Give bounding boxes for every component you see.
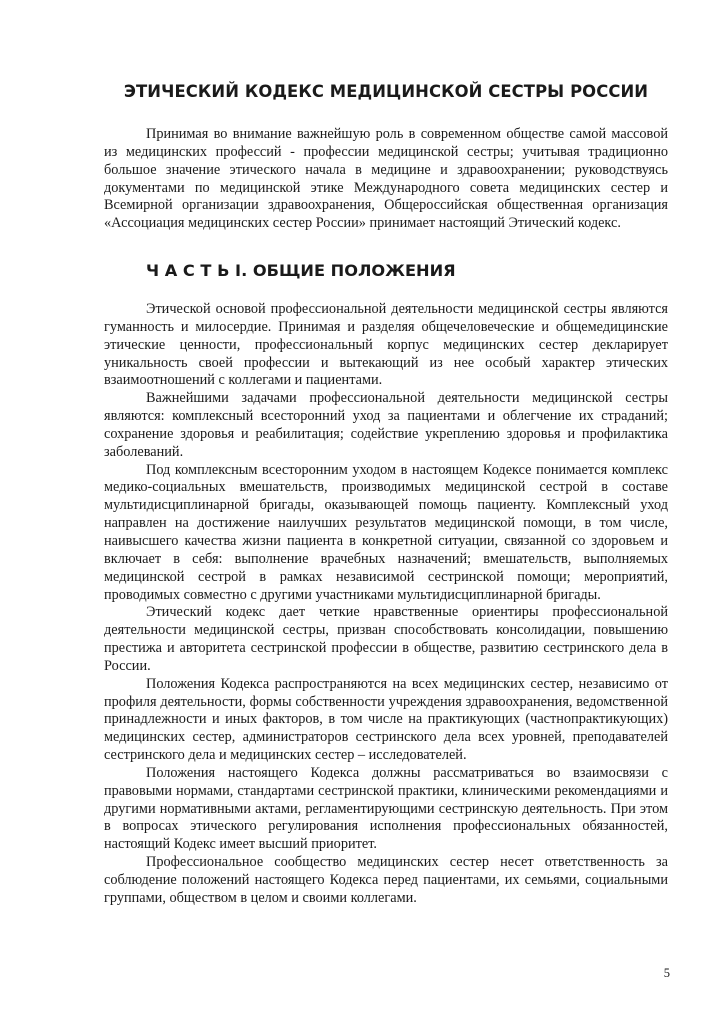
section-paragraph-6: Положения настоящего Кодекса должны рассматриваться во взаимосвязи с правовыми нормами, стандартами сестринской практики, клиническими рекомендациями и другими нормативными актами, регламентирующими сестринскую деятельность. При этом в вопросах этического регулирования исполнения профессиональных обязанностей, настоящий Кодекс имеет высший приоритет. <box>104 764 668 853</box>
section-paragraph-7: Профессиональное сообщество медицинских сестер несет ответственность за соблюдение положений настоящего Кодекса перед пациентами, их семьями, социальными группами, обществом в целом и своими коллегами. <box>104 854 668 906</box>
section-paragraph-5: Положения Кодекса распространяются на всех медицинских сестер, независимо от профиля деятельности, формы собственности учреждения здравоохранения, ведомственной принадлежности и иных факторов, в том числе на практикующих (частнопрактикующих) медицинских сестер, администраторов сестринского дела всех уровней, преподавателей сестринского дела и медицинских сестер – исследователей. <box>104 675 668 764</box>
page-number: 5 <box>663 966 670 980</box>
section-paragraph-2: Важнейшими задачами профессиональной деятельности медицинской сестры являются: комплексный всесторонний уход за пациентами и облегчение их страданий; сохранение здоровья и реабилитация; содействие укреплению здоровья и профилактика заболеваний. <box>104 390 668 460</box>
section-paragraph-3: Под комплексным всесторонним уходом в настоящем Кодексе понимается комплекс медико-социальных вмешательств, производимых медицинской сестрой в составе мультидисциплинарной бригады, оказывающей помощь пациенту. Комплексный уход направлен на достижение наилучших результатов медицинской помощи, в том числе, наивысшего качества жизни пациента в конкретной ситуации, связанной со здоровьем и включает в себя: выполнение врачебных назначений; вмешательств, выполняемых медицинской сестрой в рамках независимой сестринской помощи; мероприятий, проводимых совместно с другими участниками мультидисциплинарной бригады. <box>104 461 668 603</box>
intro-paragraph: Принимая во внимание важнейшую роль в современном обществе самой массовой из медицинских профессий - профессии медицинской сестры; учитывая традиционно большое значение этического начала в медицине и здравоохранении; руководствуясь документами по медицинской этике Международного совета медицинских сестер и Всемирной организации здравоохранения, Общероссийская общественная организация «Ассоциация медицинских сестер России» принимает настоящий Этический кодекс. <box>104 126 668 232</box>
section-body <box>104 301 668 908</box>
section-heading: Ч А С Т Ь I. ОБЩИЕ ПОЛОЖЕНИЯ <box>146 261 456 280</box>
intro-section <box>104 126 668 233</box>
document-title: ЭТИЧЕСКИЙ КОДЕКС МЕДИЦИНСКОЙ СЕСТРЫ РОССИИ <box>123 82 649 101</box>
section-paragraph-1: Этической основой профессиональной деятельности медицинской сестры являются гуманность и милосердие. Принимая и разделяя общечеловеческие и общемедицинские этические ценности, профессиональный корпус медицинских сестер декларирует уникальность своей профессии и вытекающий из нее особый характер этических взаимоотношений с коллегами и пациентами. <box>104 301 668 389</box>
section-paragraph-4: Этический кодекс дает четкие нравственные ориентиры профессиональной деятельности медицинской сестры, призван способствовать консолидации, повышению престижа и авторитета сестринской профессии в обществе, развитию сестринского дела в России. <box>104 604 668 674</box>
